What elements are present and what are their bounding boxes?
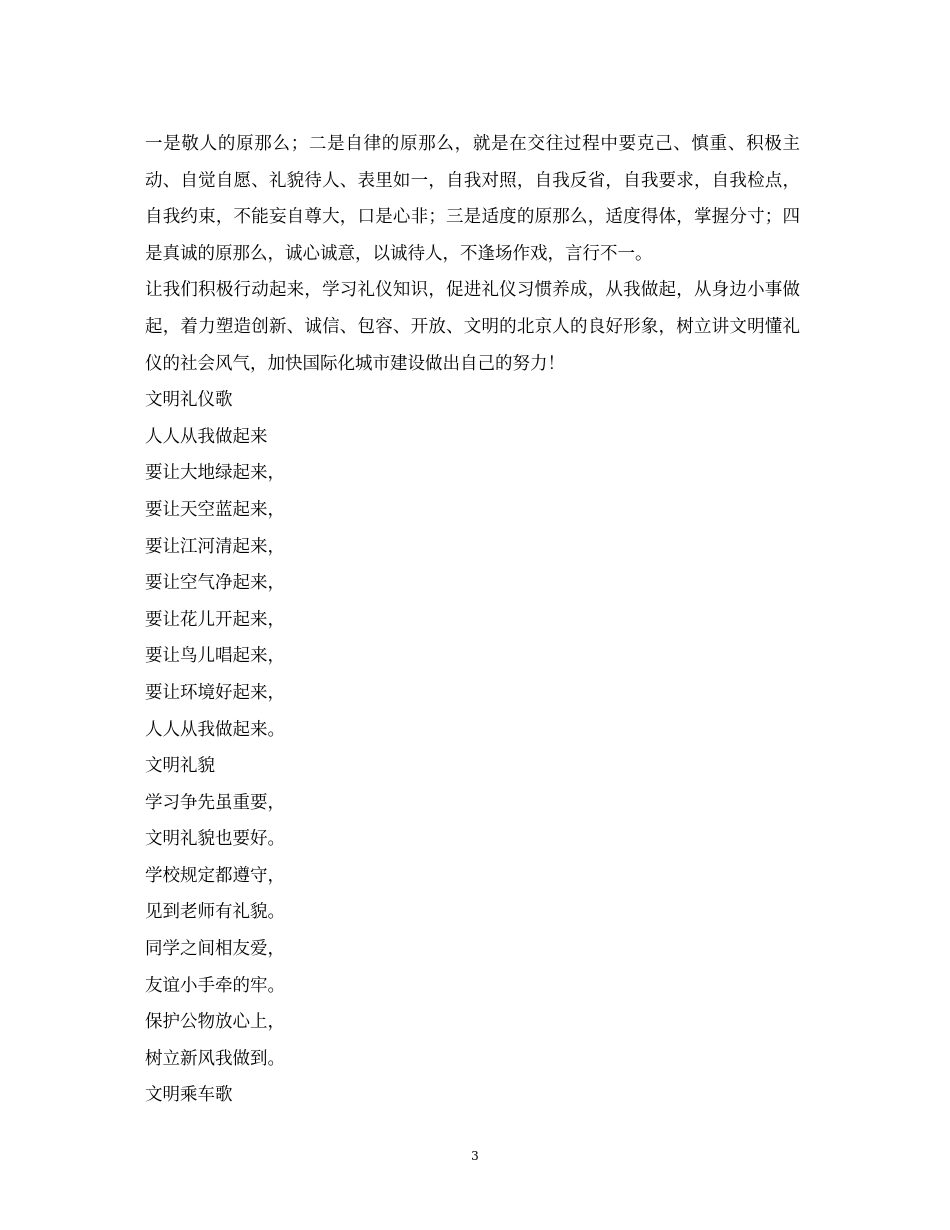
page-number: 3: [471, 1149, 479, 1163]
poem-line: 见到老师有礼貌。: [145, 902, 285, 923]
song-line: 人人从我做起来: [145, 426, 268, 447]
page-content: [145, 126, 800, 1114]
poem-line: 文明礼貌也要好。: [145, 829, 285, 850]
poem-line: 保护公物放心上，: [145, 1012, 285, 1033]
song-line: 要让环境好起来，: [145, 682, 285, 703]
song-line: 要让天空蓝起来，: [145, 499, 285, 520]
paragraph-call-to-action: 让我们积极行动起来，学习礼仪知识，促进礼仪习惯养成，从我做起，从身边小事做起，着力塑造创新、诚信、包容、开放、文明的北京人的良好形象，树立讲文明懂礼仪的社会风气，加快国际化城市建设做出自己的努力！: [145, 280, 800, 374]
song-title-riding: 文明乘车歌: [145, 1085, 233, 1106]
song-line: 要让花儿开起来，: [145, 609, 285, 630]
song-title-etiquette: 文明礼仪歌: [145, 390, 233, 411]
song-line: 要让空气净起来，: [145, 573, 285, 594]
poem-line: 同学之间相友爱，: [145, 939, 285, 960]
song-line: 要让鸟儿唱起来，: [145, 646, 285, 667]
song-line: 要让江河清起来，: [145, 536, 285, 557]
poem-line: 学习争先虽重要，: [145, 792, 285, 813]
poem-line: 友谊小手牵的牢。: [145, 975, 285, 996]
poem-line: 树立新风我做到。: [145, 1048, 285, 1069]
poem-line: 学校规定都遵守，: [145, 865, 285, 886]
paragraph-principles: 一是敬人的原那么；二是自律的原那么，就是在交往过程中要克己、慎重、积极主动、自觉自愿、礼貌待人、表里如一，自我对照，自我反省，自我要求，自我检点，自我约束，不能妄自尊大，口是心非；三是适度的原那么，适度得体，掌握分寸；四是真诚的原那么，诚心诚意，以诚待人，不逢场作戏，言行不一。: [145, 134, 800, 264]
poem-title-courtesy: 文明礼貌: [145, 756, 215, 777]
song-line: 要让大地绿起来，: [145, 463, 285, 484]
song-line: 人人从我做起来。: [145, 719, 285, 740]
